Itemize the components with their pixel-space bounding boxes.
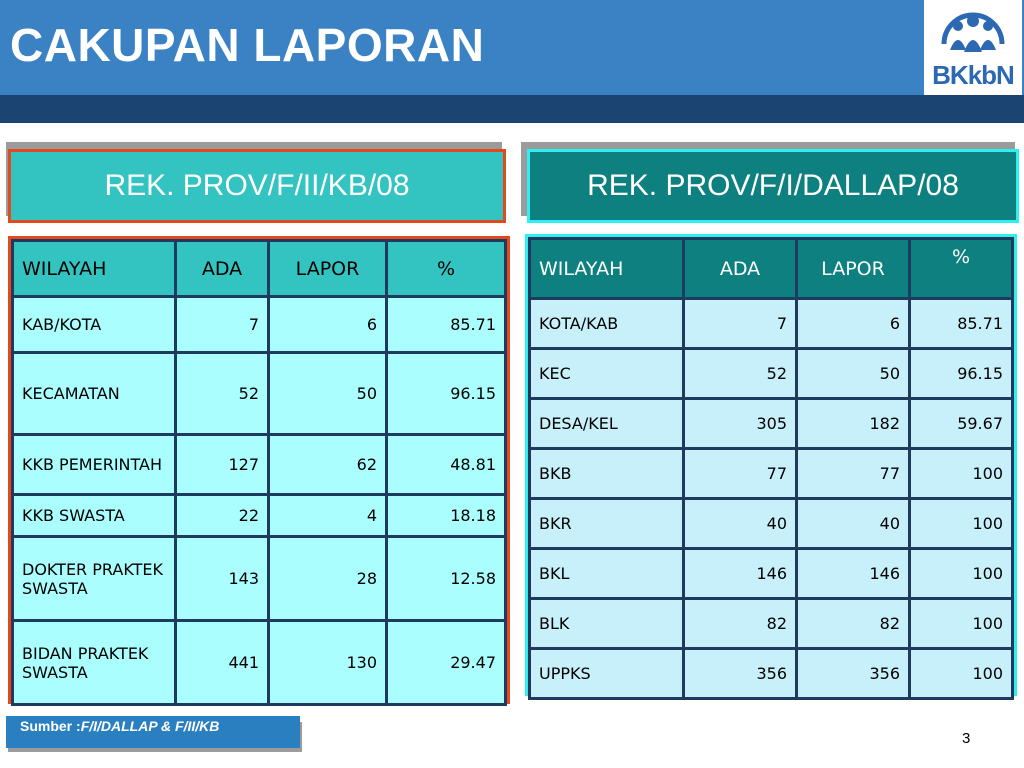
percent-cell: 100 [910, 499, 1013, 549]
right-table-frame [525, 234, 1017, 696]
region-cell: KAB/KOTA [13, 297, 176, 353]
region-cell: DOKTER PRAKTEK SWASTA [13, 537, 176, 621]
lapor-cell: 6 [269, 297, 387, 353]
lapor-cell: 40 [797, 499, 910, 549]
percent-cell: 12.58 [387, 537, 506, 621]
column-header: % [910, 239, 1013, 299]
source-label: Sumber : [20, 718, 81, 734]
table-row [530, 499, 1013, 549]
region-cell: DESA/KEL [530, 399, 684, 449]
lapor-cell: 4 [269, 495, 387, 537]
ada-cell: 7 [684, 299, 797, 349]
region-cell: BKR [530, 499, 684, 549]
percent-cell: 18.18 [387, 495, 506, 537]
percent-cell: 100 [910, 599, 1013, 649]
region-cell: KKB SWASTA [13, 495, 176, 537]
percent-cell: 48.81 [387, 435, 506, 495]
column-header: % [387, 241, 506, 297]
table-row [530, 449, 1013, 499]
region-cell: KEC [530, 349, 684, 399]
table-row [13, 537, 506, 621]
percent-cell: 100 [910, 649, 1013, 699]
lapor-cell: 6 [797, 299, 910, 349]
source-value: F/I/DALLAP & F/II/KB [80, 718, 220, 734]
percent-cell: 96.15 [910, 349, 1013, 399]
ada-cell: 7 [176, 297, 269, 353]
percent-cell: 59.67 [910, 399, 1013, 449]
left-panel-title: REK. PROV/F/II/KB/08 [8, 149, 506, 223]
ada-cell: 356 [684, 649, 797, 699]
lapor-cell: 182 [797, 399, 910, 449]
ada-cell: 22 [176, 495, 269, 537]
region-cell: BIDAN PRAKTEK SWASTA [13, 621, 176, 705]
region-cell: KOTA/KAB [530, 299, 684, 349]
column-header: LAPOR [797, 239, 910, 299]
column-header: ADA [684, 239, 797, 299]
bkkbn-logo [924, 0, 1022, 95]
lapor-cell: 146 [797, 549, 910, 599]
lapor-cell: 77 [797, 449, 910, 499]
percent-cell: 85.71 [387, 297, 506, 353]
region-cell: BKL [530, 549, 684, 599]
table-row [530, 649, 1013, 699]
source-note [6, 716, 300, 748]
ada-cell: 52 [684, 349, 797, 399]
header-bar [0, 0, 1024, 95]
table-header-row [530, 239, 1013, 299]
ada-cell: 143 [176, 537, 269, 621]
table-row [530, 299, 1013, 349]
table-row [530, 399, 1013, 449]
header-dark-band [0, 95, 1024, 123]
region-cell: KECAMATAN [13, 353, 176, 435]
family-logo-icon [936, 4, 1010, 62]
lapor-cell: 50 [797, 349, 910, 399]
right-coverage-table [528, 237, 1014, 700]
right-panel-title: REK. PROV/F/I/DALLAP/08 [527, 149, 1019, 223]
lapor-cell: 356 [797, 649, 910, 699]
column-header: ADA [176, 241, 269, 297]
table-row [13, 297, 506, 353]
lapor-cell: 50 [269, 353, 387, 435]
ada-cell: 40 [684, 499, 797, 549]
ada-cell: 441 [176, 621, 269, 705]
logo-text: BKkbN [932, 60, 1014, 90]
ada-cell: 127 [176, 435, 269, 495]
column-header: WILAYAH [530, 239, 684, 299]
table-row [530, 349, 1013, 399]
table-row [13, 495, 506, 537]
table-row [13, 353, 506, 435]
region-cell: UPPKS [530, 649, 684, 699]
table-header-row [13, 241, 506, 297]
ada-cell: 77 [684, 449, 797, 499]
percent-cell: 100 [910, 549, 1013, 599]
ada-cell: 146 [684, 549, 797, 599]
table-row [13, 621, 506, 705]
table-row [530, 549, 1013, 599]
ada-cell: 52 [176, 353, 269, 435]
table-row [530, 599, 1013, 649]
lapor-cell: 62 [269, 435, 387, 495]
ada-cell: 82 [684, 599, 797, 649]
table-row [13, 435, 506, 495]
left-table-frame [8, 236, 510, 704]
lapor-cell: 28 [269, 537, 387, 621]
ada-cell: 305 [684, 399, 797, 449]
lapor-cell: 82 [797, 599, 910, 649]
page-number: 3 [962, 730, 971, 747]
percent-cell: 85.71 [910, 299, 1013, 349]
region-cell: KKB PEMERINTAH [13, 435, 176, 495]
lapor-cell: 130 [269, 621, 387, 705]
left-coverage-table [11, 239, 507, 706]
percent-cell: 100 [910, 449, 1013, 499]
page-title: CAKUPAN LAPORAN [10, 19, 485, 71]
region-cell: BLK [530, 599, 684, 649]
percent-cell: 96.15 [387, 353, 506, 435]
region-cell: BKB [530, 449, 684, 499]
column-header: LAPOR [269, 241, 387, 297]
percent-cell: 29.47 [387, 621, 506, 705]
column-header: WILAYAH [13, 241, 176, 297]
